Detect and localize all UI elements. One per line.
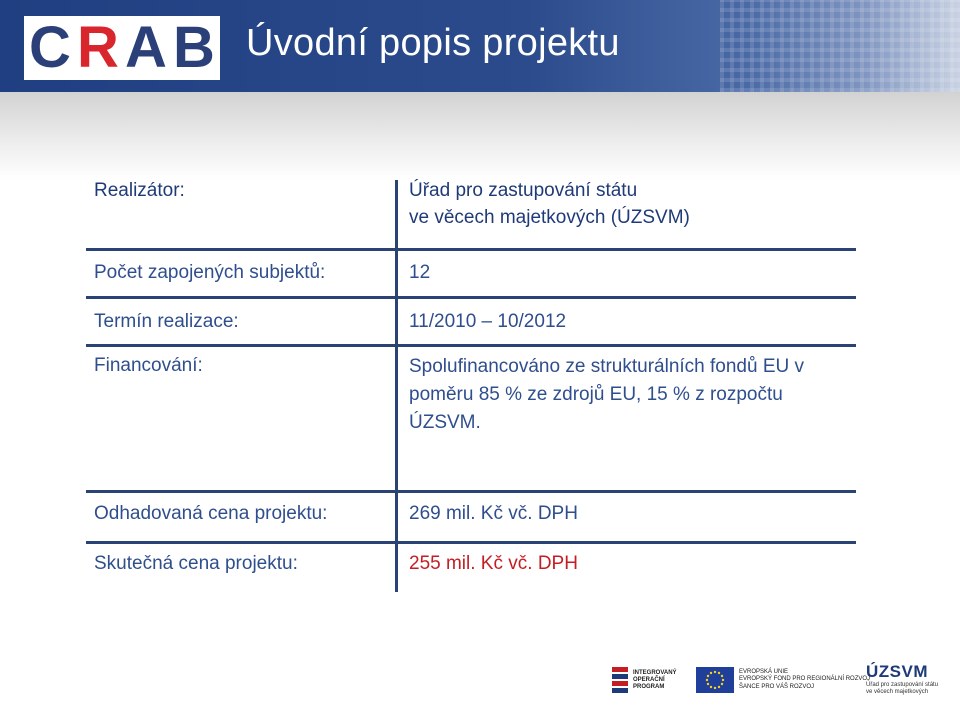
value-termin: 11/2010 – 10/2012 (409, 311, 567, 332)
logo-letter-c: C (29, 15, 71, 80)
iop-logo-line3: PROGRAM (633, 683, 665, 690)
value-realizator-line1: Úřad pro zastupování státu (409, 180, 638, 201)
eu-flag-icon (696, 667, 734, 693)
label-subjekty: Počet zapojených subjektů: (94, 262, 326, 283)
iop-logo-bars-icon (612, 667, 628, 693)
uzsvm-logo-line1: Úřad pro zastupování státu (866, 682, 939, 688)
table-divider-4 (86, 490, 856, 493)
label-odhad: Odhadovaná cena projektu: (94, 503, 328, 524)
uzsvm-logo-line2: ve věcech majetkových (866, 689, 929, 695)
iop-logo (612, 667, 677, 693)
label-skutecna: Skutečná cena projektu: (94, 553, 298, 574)
crab-logo (24, 16, 220, 80)
table-vertical-divider (395, 180, 398, 592)
value-skutecna: 255 mil. Kč vč. DPH (409, 553, 578, 574)
header-shadow-band (0, 92, 960, 180)
table-divider-2 (86, 296, 856, 299)
table-divider-1 (86, 248, 856, 251)
value-financovani: Spolufinancováno ze strukturálních fondů EU v poměru 85 % ze zdrojů EU, 15 % z rozpočtu ÚZSVM. (409, 356, 805, 433)
logo-letter-a: A (125, 15, 167, 80)
eu-logo (696, 667, 870, 693)
iop-logo-line2: OPERAČNÍ (633, 676, 665, 683)
iop-logo-line1: INTEGROVANÝ (633, 669, 677, 676)
eu-logo-line3: ŠANCE PRO VÁŠ ROZVOJ (739, 683, 815, 690)
uzsvm-logo (866, 662, 938, 696)
label-financovani: Financování: (94, 355, 203, 376)
eu-logo-line2: EVROPSKÝ FOND PRO REGIONÁLNÍ ROZVOJ (739, 676, 871, 683)
table-divider-5 (86, 541, 856, 544)
value-odhad: 269 mil. Kč vč. DPH (409, 503, 578, 524)
value-subjekty: 12 (409, 262, 431, 283)
label-termin: Termín realizace: (94, 311, 239, 332)
footer-logos (0, 660, 960, 716)
eu-logo-line1: EVROPSKÁ UNIE (739, 668, 789, 675)
uzsvm-logo-title: ÚZSVM (866, 662, 928, 681)
logo-letter-b: B (173, 15, 215, 80)
header-bar (0, 0, 960, 92)
value-realizator-line2: ve věcech majetkových (ÚZSVM) (409, 207, 690, 228)
page-title: Úvodní popis projektu (246, 22, 620, 64)
table-divider-3 (86, 344, 856, 347)
logo-letter-r: R (77, 15, 119, 80)
label-realizator: Realizátor: (94, 180, 185, 201)
